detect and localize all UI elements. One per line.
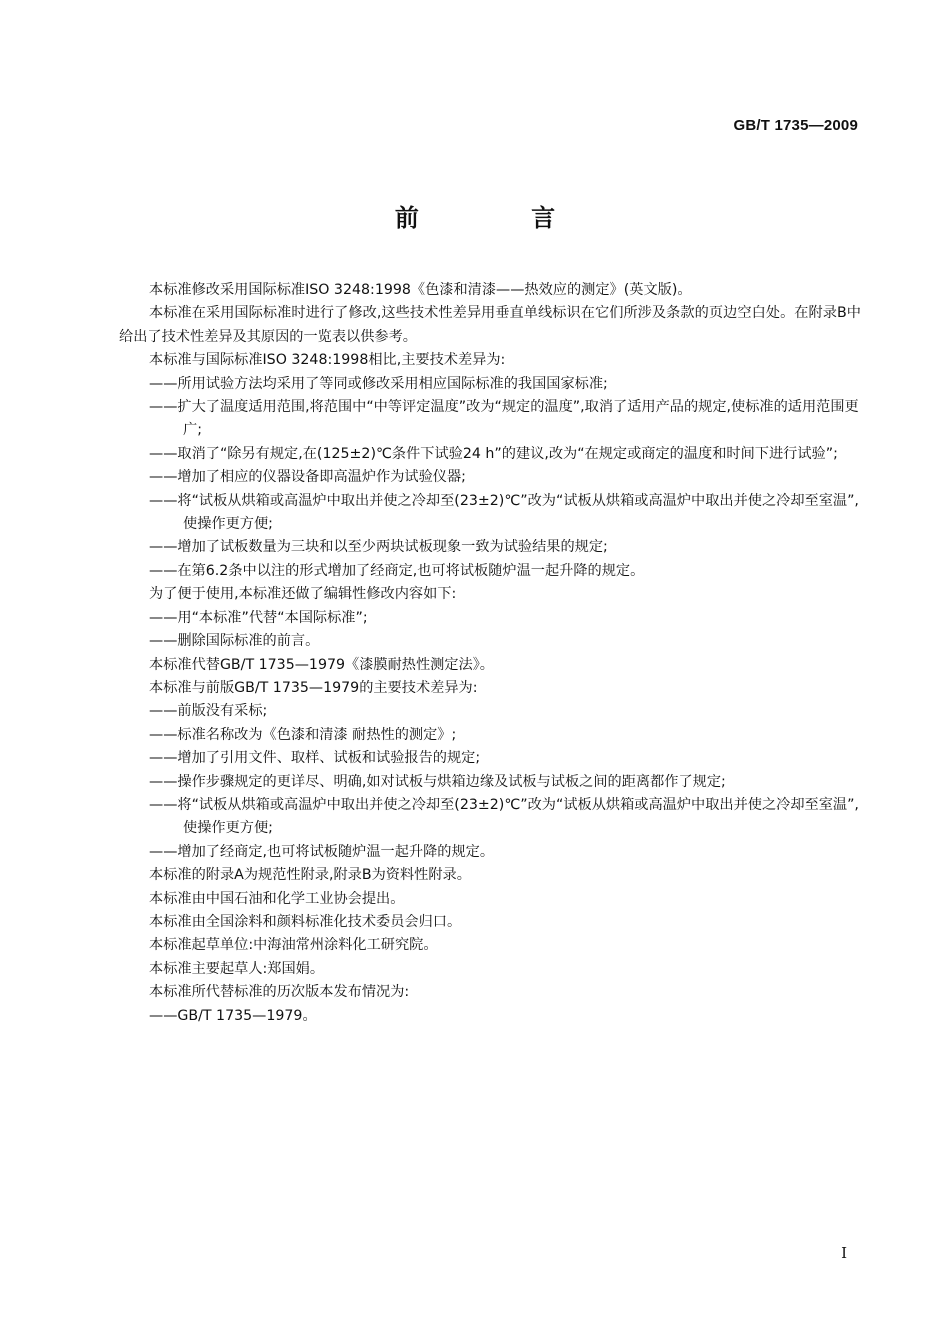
list-item: ——操作步骤规定的更详尽、明确,如对试板与烘箱边缘及试板与试板之间的距离都作了规定; — [149, 773, 726, 790]
paragraph: 本标准代替GB/T 1735—1979《漆膜耐热性测定法》。 — [149, 656, 494, 673]
list-item: ——在第6.2条中以注的形式增加了经商定,也可将试板随炉温一起升降的规定。 — [149, 562, 645, 579]
paragraph: 本标准在采用国际标准时进行了修改,这些技术性差异用垂直单线标识在它们所涉及条款的页边空白处。在附录B中给出了技术性差异及其原因的一览表以供参考。 — [119, 305, 861, 345]
list-item: ——扩大了温度适用范围,将范围中“中等评定温度”改为“规定的温度”,取消了适用产品的规定,使标准的适用范围更广; — [149, 399, 859, 439]
list-item: ——增加了试板数量为三块和以至少两块试板现象一致为试验结果的规定; — [149, 539, 608, 556]
list-item: ——将“试板从烘箱或高温炉中取出并使之冷却至(23±2)℃”改为“试板从烘箱或高温炉中取出并使之冷却至室温”,使操作更方便; — [149, 492, 859, 533]
paragraph: 本标准修改采用国际标准ISO 3248:1998《色漆和清漆——热效应的测定》(英文版)。 — [149, 282, 692, 298]
paragraph: 为了便于使用,本标准还做了编辑性修改内容如下: — [149, 586, 457, 603]
list-item: ——增加了相应的仪器设备即高温炉作为试验仪器; — [149, 469, 466, 486]
list-item: ——删除国际标准的前言。 — [149, 633, 320, 650]
foreword-body — [119, 279, 861, 1028]
standard-code: GB/T 1735—2009 — [733, 117, 858, 134]
page-number: I — [841, 1244, 847, 1262]
paragraph: 本标准起草单位:中海油常州涂料化工研究院。 — [149, 937, 438, 954]
paragraph: 本标准由中国石油和化学工业协会提出。 — [149, 890, 405, 907]
list-item: ——GB/T 1735—1979。 — [149, 1007, 317, 1024]
list-item: ——取消了“除另有规定,在(125±2)℃条件下试验24 h”的建议,改为“在规定或商定的温度和时间下进行试验”; — [149, 445, 838, 462]
paragraph: 本标准与前版GB/T 1735—1979的主要技术差异为: — [149, 679, 478, 696]
list-item: ——标准名称改为《色漆和清漆 耐热性的测定》; — [149, 726, 457, 743]
paragraph: 本标准与国际标准ISO 3248:1998相比,主要技术差异为: — [149, 352, 506, 369]
list-item: ——前版没有采标; — [149, 703, 268, 720]
page-title: 前 言 — [394, 203, 608, 232]
paragraph: 本标准主要起草人:郑国娟。 — [149, 960, 325, 977]
paragraph: 本标准由全国涂料和颜料标准化技术委员会归口。 — [149, 913, 462, 930]
list-item: ——增加了经商定,也可将试板随炉温一起升降的规定。 — [149, 843, 495, 860]
list-item: ——用“本标准”代替“本国际标准”; — [149, 609, 368, 626]
list-item: ——将“试板从烘箱或高温炉中取出并使之冷却至(23±2)℃”改为“试板从烘箱或高温炉中取出并使之冷却至室温”,使操作更方便; — [149, 796, 859, 837]
paragraph: 本标准所代替标准的历次版本发布情况为: — [149, 984, 410, 1001]
list-item: ——所用试验方法均采用了等同或修改采用相应国际标准的我国国家标准; — [149, 375, 608, 392]
list-item: ——增加了引用文件、取样、试板和试验报告的规定; — [149, 750, 481, 767]
paragraph: 本标准的附录A为规范性附录,附录B为资料性附录。 — [149, 867, 471, 884]
